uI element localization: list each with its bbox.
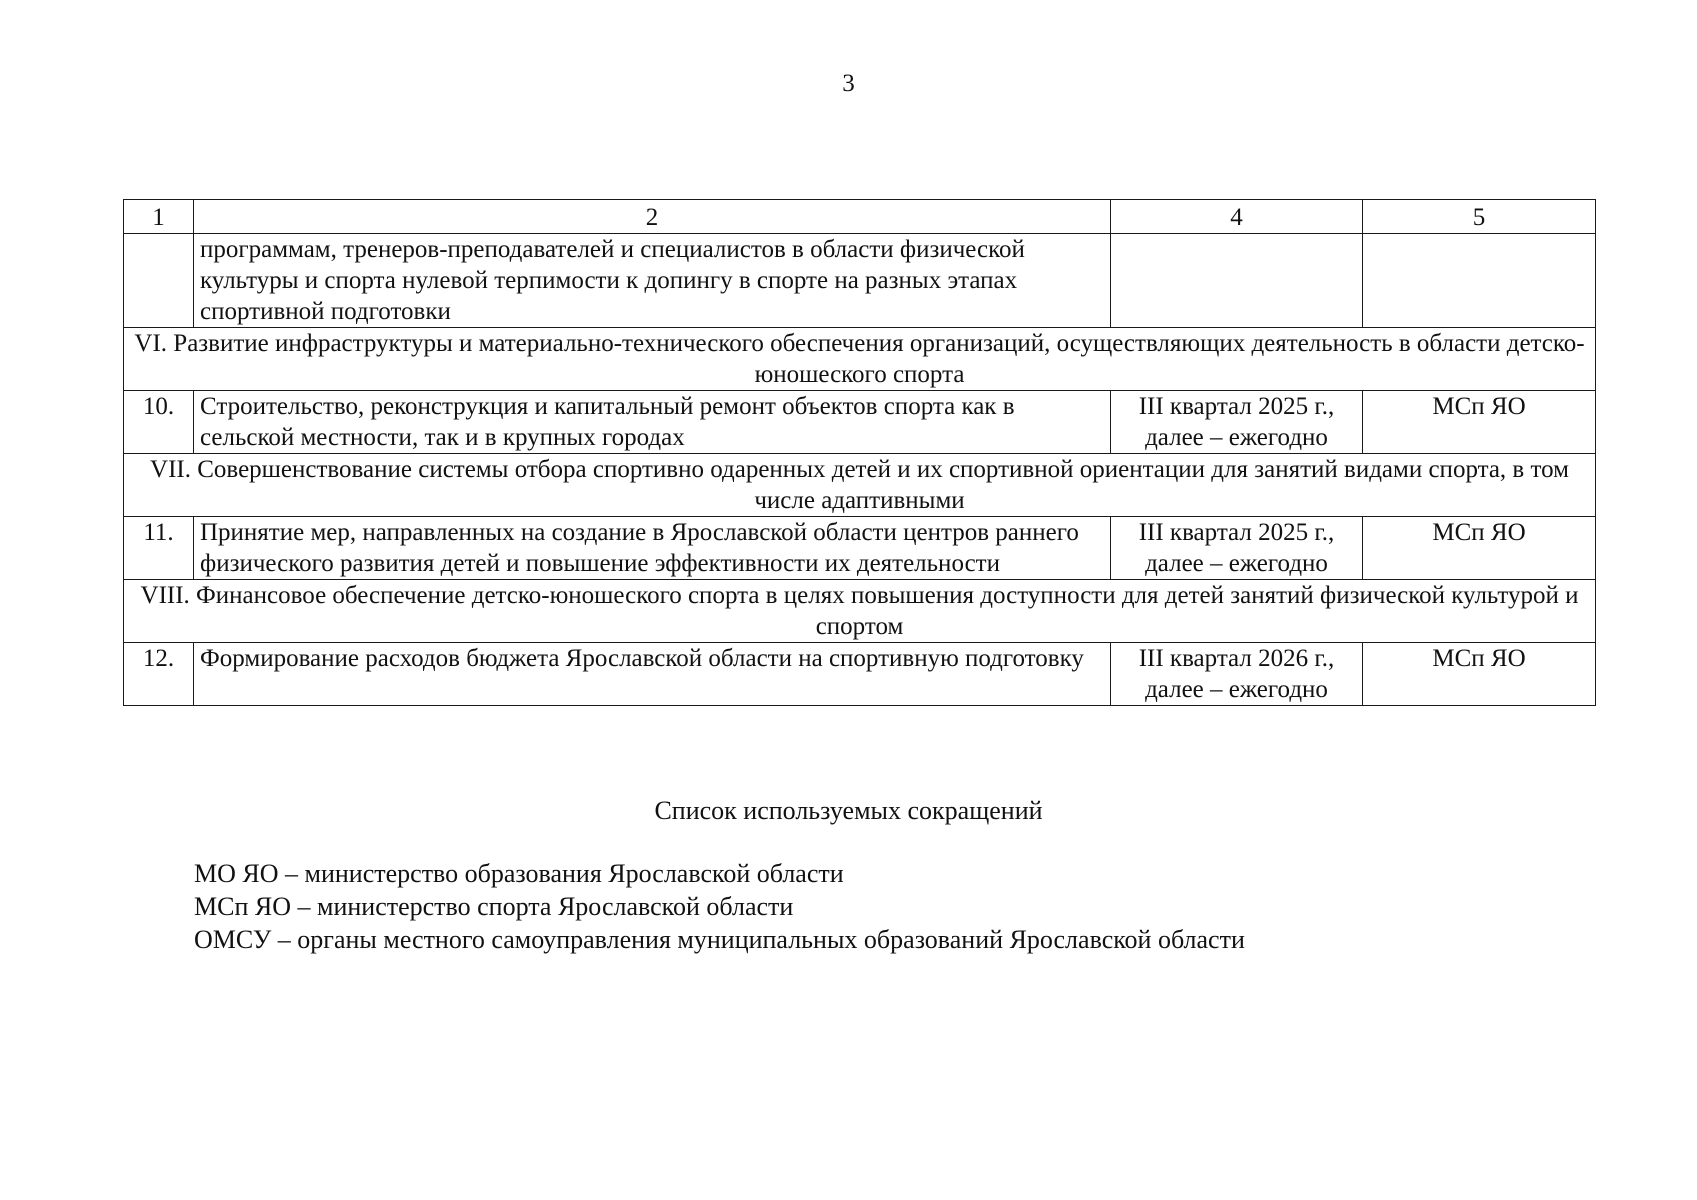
abbreviation-item: ОМСУ – органы местного самоуправления муниципальных образований Ярославской области (194, 925, 1245, 954)
section-title: VII. Совершенствование системы отбора спортивно одаренных детей и их спортивной ориентации для занятий видами спорта, в том числе адаптивными (124, 454, 1596, 517)
row-task: Формирование расходов бюджета Ярославской области на спортивную подготовку (194, 643, 1111, 706)
row-term: III квартал 2026 г., далее – ежегодно (1111, 643, 1363, 706)
row-executor: МСп ЯО (1363, 391, 1596, 454)
row-executor (1363, 234, 1596, 328)
row-term: III квартал 2025 г., далее – ежегодно (1111, 517, 1363, 580)
row-term (1111, 234, 1363, 328)
section-title: VI. Развитие инфраструктуры и материально-технического обеспечения организаций, осуществляющих деятельность в области детско-юношеского спорта (124, 328, 1596, 391)
column-header-1: 1 (124, 200, 194, 234)
row-number (124, 234, 194, 328)
abbreviation-item: МСп ЯО – министерство спорта Ярославской области (194, 892, 794, 921)
row-number: 10. (124, 391, 194, 454)
row-task: Принятие мер, направленных на создание в Ярославской области центров раннего физического развития детей и повышение эффективности их деятельности (194, 517, 1111, 580)
row-number: 12. (124, 643, 194, 706)
table-row (124, 234, 1596, 328)
row-executor: МСп ЯО (1363, 643, 1596, 706)
row-task: Строительство, реконструкция и капитальный ремонт объектов спорта как в сельской местности, так и в крупных городах (194, 391, 1111, 454)
row-number: 11. (124, 517, 194, 580)
abbreviations-title: Список используемых сокращений (654, 796, 1043, 825)
table-row (124, 517, 1596, 580)
section-title: VIII. Финансовое обеспечение детско-юношеского спорта в целях повышения доступности для детей занятий физической культурой и спортом (124, 580, 1596, 643)
section-row (124, 454, 1596, 517)
section-row (124, 328, 1596, 391)
abbreviations-list (194, 857, 1245, 956)
column-header-4: 4 (1111, 200, 1363, 234)
table-row (124, 391, 1596, 454)
table-header-row (124, 200, 1596, 234)
page-number: 3 (842, 70, 855, 97)
table-row (124, 643, 1596, 706)
abbreviation-item: МО ЯО – министерство образования Ярославской области (194, 859, 844, 888)
column-header-2: 2 (194, 200, 1111, 234)
plan-table (123, 199, 1596, 706)
row-task: программам, тренеров-преподавателей и специалистов в области физической культуры и спорта нулевой терпимости к допингу в спорте на разных этапах спортивной подготовки (194, 234, 1111, 328)
section-row (124, 580, 1596, 643)
row-term: III квартал 2025 г., далее – ежегодно (1111, 391, 1363, 454)
column-header-5: 5 (1363, 200, 1596, 234)
row-executor: МСп ЯО (1363, 517, 1596, 580)
